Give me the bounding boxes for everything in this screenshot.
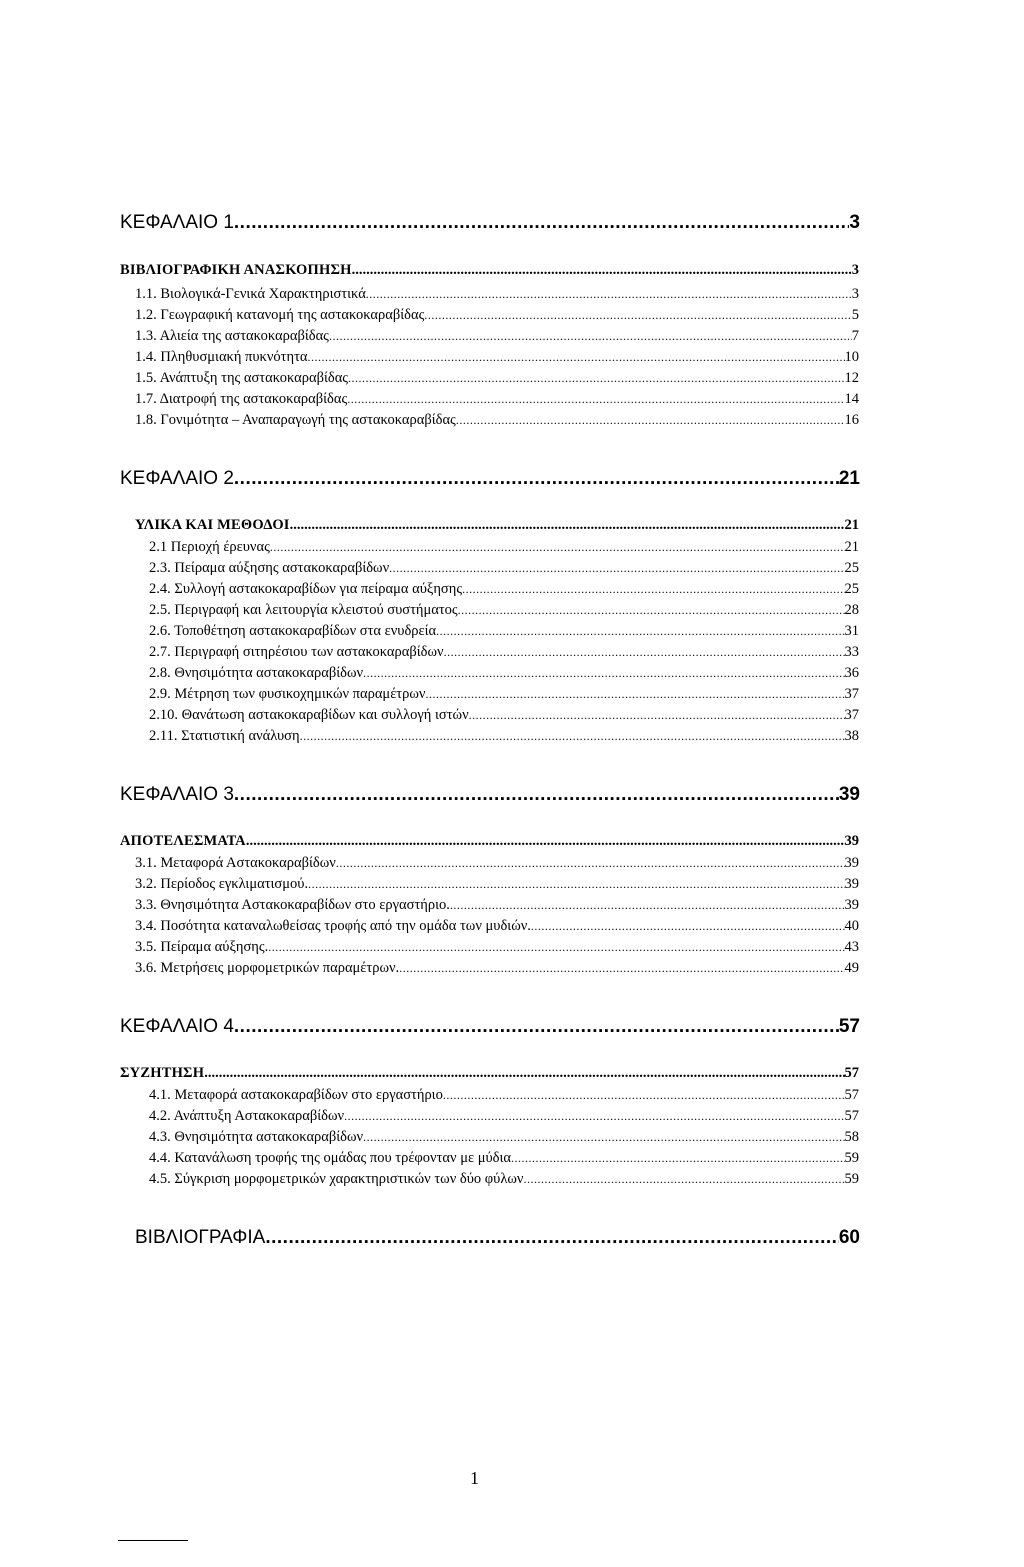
toc-item[interactable]: 2.4. Συλλογή αστακοκαραβίδων για πείραμα αύξησης ..... 25 bbox=[149, 581, 859, 598]
toc-item[interactable]: 4.4. Κατανάλωση τροφής της ομάδας που τρέφονταν με μύδια ..... 59 bbox=[149, 1150, 859, 1167]
bibliography-title: ΒΙΒΛΙΟΓΡΑΦΙΑ bbox=[135, 1227, 266, 1248]
toc-item[interactable]: 4.5. Σύγκριση μορφομετρικών χαρακτηριστικών των δύο φύλων ..... 59 bbox=[149, 1171, 859, 1188]
chapter-page: 21 bbox=[838, 468, 860, 489]
toc-chapter-4[interactable] bbox=[120, 1016, 860, 1038]
toc-item[interactable]: 1.4. Πληθυσμιακή πυκνότητα ..... 10 bbox=[135, 349, 859, 366]
chapter-page: 39 bbox=[838, 784, 860, 805]
chapter-page: 3 bbox=[849, 212, 860, 233]
toc-item[interactable]: 1.2. Γεωγραφική κατανομή της αστακοκαραβίδας ..... 5 bbox=[135, 307, 859, 324]
chapter-title: ΚΕΦΑΛΑΙΟ 1 bbox=[120, 212, 234, 233]
toc-section[interactable] bbox=[135, 517, 859, 534]
section-title: ΥΛΙΚΑ ΚΑΙ ΜΕΘΟΔΟΙ bbox=[135, 517, 290, 533]
toc-section[interactable] bbox=[120, 833, 859, 850]
toc-item[interactable]: 2.6. Τοποθέτηση αστακοκαραβίδων στα ενυδρεία ..... 31 bbox=[149, 623, 859, 640]
toc-section[interactable] bbox=[120, 1065, 859, 1082]
bibliography-page: 60 bbox=[838, 1227, 860, 1248]
chapter-title: ΚΕΦΑΛΑΙΟ 2 bbox=[120, 468, 234, 489]
section-title: ΑΠΟΤΕΛΕΣΜΑΤΑ bbox=[120, 833, 246, 849]
toc-item[interactable]: 1.7. Διατροφή της αστακοκαραβίδας ..... 14 bbox=[135, 391, 859, 408]
toc-item[interactable]: 2.11. Στατιστική ανάλυση ..... 38 bbox=[149, 728, 859, 745]
toc-item[interactable]: 2.1 Περιοχή έρευνας ..... 21 bbox=[149, 539, 859, 556]
section-page: 39 bbox=[844, 833, 859, 849]
toc-item[interactable]: 1.1. Βιολογικά-Γενικά Χαρακτηριστικά ..... 3 bbox=[135, 286, 859, 303]
toc-chapter-1[interactable] bbox=[120, 212, 860, 234]
section-title: ΣΥΖΗΤΗΣΗ bbox=[120, 1065, 205, 1081]
toc-item[interactable]: 3.6. Μετρήσεις μορφομετρικών παραμέτρων. ..... 49 bbox=[135, 960, 859, 977]
toc-item[interactable]: 4.3. Θνησιμότητα αστακοκαραβίδων ..... 58 bbox=[149, 1129, 859, 1146]
toc-item[interactable]: 3.5. Πείραμα αύξησης. ..... 43 bbox=[135, 939, 859, 956]
toc-chapter-3[interactable] bbox=[120, 784, 860, 806]
toc-item[interactable]: 3.2. Περίοδος εγκλιματισμού. ..... 39 bbox=[135, 876, 859, 893]
toc-item[interactable]: 2.3. Πείραμα αύξησης αστακοκαραβίδων ..... 25 bbox=[149, 560, 859, 577]
toc-item[interactable]: 3.4. Ποσότητα καταναλωθείσας τροφής από την ομάδα των μυδιών. ..... 40 bbox=[135, 918, 859, 935]
toc-item[interactable]: 3.3. Θνησιμότητα Αστακοκαραβίδων στο εργαστήριο. ..... 39 bbox=[135, 897, 859, 914]
toc-item[interactable]: 4.1. Μεταφορά αστακοκαραβίδων στο εργαστήριο ..... 57 bbox=[149, 1087, 859, 1104]
section-page: 3 bbox=[851, 262, 859, 278]
chapter-page: 57 bbox=[838, 1016, 860, 1037]
chapter-title: ΚΕΦΑΛΑΙΟ 4 bbox=[120, 1016, 234, 1037]
section-page: 21 bbox=[844, 517, 859, 533]
toc-item[interactable]: 2.9. Μέτρηση των φυσικοχημικών παραμέτρων ..... 37 bbox=[149, 686, 859, 703]
section-page: 57 bbox=[844, 1065, 859, 1081]
toc-item[interactable]: 2.7. Περιγραφή σιτηρέσιου των αστακοκαραβίδων ..... 33 bbox=[149, 644, 859, 661]
toc-bibliography[interactable] bbox=[135, 1227, 860, 1249]
toc-chapter-2[interactable] bbox=[120, 468, 860, 490]
footnote-separator bbox=[118, 1540, 188, 1541]
toc-item[interactable]: 1.5. Ανάπτυξη της αστακοκαραβίδας ..... 12 bbox=[135, 370, 859, 387]
toc-item[interactable]: 2.5. Περιγραφή και λειτουργία κλειστού συστήματος ..... 28 bbox=[149, 602, 859, 619]
toc-item[interactable]: 2.10. Θανάτωση αστακοκαραβίδων και συλλογή ιστών ..... 37 bbox=[149, 707, 859, 724]
chapter-title: ΚΕΦΑΛΑΙΟ 3 bbox=[120, 784, 234, 805]
toc-item[interactable]: 1.3. Αλιεία της αστακοκαραβίδας ..... 7 bbox=[135, 328, 859, 345]
toc-section[interactable] bbox=[120, 262, 859, 279]
toc-item[interactable]: 2.8. Θνησιμότητα αστακοκαραβίδων ..... 36 bbox=[149, 665, 859, 682]
toc-item[interactable]: 1.8. Γονιμότητα – Αναπαραγωγή της αστακοκαραβίδας ..... 16 bbox=[135, 412, 859, 429]
page-number: 1 bbox=[470, 1468, 479, 1488]
section-title: ΒΙΒΛΙΟΓΡΑΦΙΚΗ ΑΝΑΣΚΟΠΗΣΗ bbox=[120, 262, 352, 278]
toc-item[interactable]: 4.2. Ανάπτυξη Αστακοκαραβίδων ..... 57 bbox=[149, 1108, 859, 1125]
toc-item[interactable]: 3.1. Μεταφορά Αστακοκαραβίδων ..... 39 bbox=[135, 855, 859, 872]
